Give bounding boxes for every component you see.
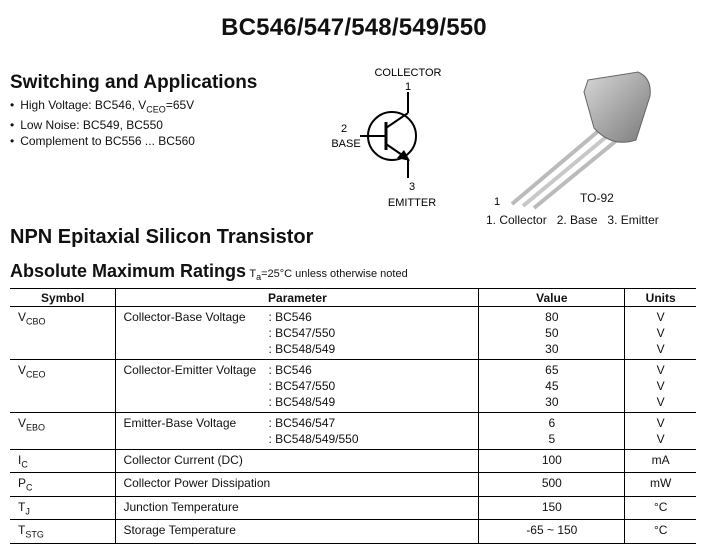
parameter-name: Collector-Base Voltage: [123, 310, 246, 324]
parameter: [116, 497, 478, 517]
units-cell: [625, 496, 696, 519]
device-variant: : BC548/549: [268, 395, 336, 409]
symbol-letter: T: [18, 499, 26, 514]
document-title: BC546/547/548/549/550: [221, 14, 487, 41]
feature-item: [10, 133, 195, 149]
rating-unit: V: [656, 310, 665, 324]
collector-label: COLLECTOR: [374, 67, 442, 79]
device-variant: : BC548/549: [268, 342, 336, 356]
header-value: Value: [479, 289, 625, 307]
feature-text: Low Noise: BC549, BC550: [20, 118, 163, 133]
header-parameter: Parameter: [116, 289, 479, 307]
package-body: [584, 72, 650, 142]
symbol-cell: [10, 450, 116, 473]
feature-text: Complement to BC556 ... BC560: [20, 134, 195, 149]
condition-symbol: T: [249, 268, 257, 280]
table-row: [10, 473, 696, 496]
symbol: [10, 520, 115, 542]
emitter-label: EMITTER: [387, 197, 437, 209]
value-cell: [479, 413, 625, 450]
rating-value: 50: [545, 326, 559, 340]
rating-value: 5: [548, 432, 556, 446]
symbol-letter: I: [18, 453, 22, 467]
rating-value: 65: [545, 363, 559, 377]
device-variant: : BC548/549/550: [268, 432, 359, 446]
device-variant: : BC547/550: [268, 379, 336, 393]
ratings-table: [10, 288, 696, 544]
ratings-header-row: [10, 289, 696, 307]
symbol-letter: V: [18, 416, 27, 430]
symbol: [10, 497, 115, 519]
table-row: [10, 413, 696, 450]
parameter-cell: [116, 307, 479, 360]
rating-unit: V: [656, 342, 665, 356]
feature-item: [10, 117, 195, 133]
units-cell: [625, 413, 696, 450]
device-title: NPN Epitaxial Silicon Transistor: [10, 226, 314, 248]
to92-package-image: [490, 70, 670, 210]
feature-text-suffix: =65V: [165, 98, 195, 112]
header-symbol: Symbol: [10, 289, 116, 307]
table-row: [10, 450, 696, 473]
feature-subscript: CEO: [146, 104, 166, 115]
symbol: [10, 307, 115, 329]
rating-value: 500: [541, 476, 562, 491]
device-variant: : BC546/547: [268, 416, 336, 430]
symbol-cell: [10, 413, 116, 450]
value-cell: [479, 496, 625, 519]
rating-value: 150: [541, 499, 562, 514]
symbol-subscript: CBO: [26, 316, 46, 327]
device-variant: : BC546: [268, 363, 312, 377]
parameter-cell: [116, 496, 479, 519]
emitter-pin: 3: [408, 181, 416, 193]
table-row: [10, 520, 696, 543]
ratings-title: Absolute Maximum Ratings: [10, 261, 247, 281]
symbol-cell: [10, 307, 116, 360]
parameter-name: Junction Temperature: [123, 499, 239, 514]
feature-text: High Voltage: BC546, V: [20, 98, 147, 112]
symbol: [10, 450, 115, 472]
symbol-subscript: CEO: [26, 369, 46, 380]
parameter: [116, 413, 478, 449]
ratings-heading: [10, 261, 408, 282]
feature-item: [10, 97, 195, 117]
parameter: [116, 520, 478, 540]
symbol-cell: [10, 360, 116, 413]
symbol-subscript: STG: [25, 529, 44, 540]
units-cell: [625, 520, 696, 543]
parameter-name: Collector Current (DC): [123, 453, 243, 467]
parameter: [116, 360, 478, 412]
parameter-cell: [116, 360, 479, 413]
rating-value: 45: [545, 379, 559, 393]
table-row: [10, 496, 696, 519]
rating-unit: °C: [653, 523, 668, 538]
device-list: [268, 362, 335, 410]
collector-pin: 1: [404, 81, 412, 93]
device-list: [268, 309, 335, 357]
value-cell: [479, 520, 625, 543]
parameter-cell: [116, 520, 479, 543]
units-cell: [625, 360, 696, 413]
symbol-subscript: C: [21, 459, 28, 470]
symbol-subscript: J: [25, 506, 30, 517]
package-name: TO-92: [580, 191, 614, 205]
rating-value: 100: [541, 453, 562, 467]
rating-unit: °C: [653, 499, 668, 514]
rating-unit: V: [656, 416, 665, 430]
collector-lead: [386, 113, 408, 128]
rating-unit: V: [656, 379, 665, 393]
symbol-letter: P: [18, 476, 27, 491]
rating-value: 30: [545, 395, 559, 409]
base-label: BASE: [331, 138, 361, 150]
value-cell: [479, 450, 625, 473]
symbol-letter: V: [18, 310, 27, 324]
value-cell: [479, 473, 625, 496]
parameter-name: Storage Temperature: [123, 523, 236, 538]
table-row: [10, 360, 696, 413]
rating-unit: V: [656, 395, 665, 409]
ratings-condition: [249, 268, 408, 283]
symbol-cell: [10, 473, 116, 496]
value-cell: [479, 307, 625, 360]
parameter-name: Collector-Emitter Voltage: [123, 363, 257, 377]
rating-unit: V: [656, 432, 665, 446]
parameter: [116, 450, 478, 470]
parameter-name: Collector Power Dissipation: [123, 476, 271, 491]
symbol-cell: [10, 496, 116, 519]
npn-symbol-diagram: [330, 60, 460, 212]
rating-value: -65 ~ 150: [526, 523, 578, 538]
parameter-name: Emitter-Base Voltage: [123, 416, 237, 430]
rating-unit: mW: [650, 476, 672, 491]
units-cell: [625, 450, 696, 473]
header-units: Units: [625, 289, 696, 307]
parameter-cell: [116, 413, 479, 450]
units-cell: [625, 473, 696, 496]
value-cell: [479, 360, 625, 413]
symbol: [10, 360, 115, 382]
base-pin: 2: [340, 123, 348, 135]
device-list: [268, 415, 358, 447]
package-pin-one: 1: [494, 196, 501, 208]
symbol-letter: V: [18, 363, 27, 377]
device-variant: : BC546: [268, 310, 312, 324]
rating-value: 6: [548, 416, 556, 430]
table-row: [10, 307, 696, 360]
rating-unit: mA: [651, 453, 670, 467]
features-heading: Switching and Applications: [10, 72, 258, 93]
parameter-cell: [116, 450, 479, 473]
condition-subscript: a: [256, 272, 262, 283]
rating-unit: V: [656, 363, 665, 377]
symbol-subscript: EBO: [26, 422, 46, 433]
symbol-subscript: C: [26, 482, 33, 493]
parameter-cell: [116, 473, 479, 496]
units-cell: [625, 307, 696, 360]
rating-unit: V: [656, 326, 665, 340]
rating-value: 30: [545, 342, 559, 356]
condition-text: =25°C unless otherwise noted: [261, 268, 408, 280]
package-pin-list: 1. Collector 2. Base 3. Emitter: [486, 213, 659, 227]
parameter: [116, 307, 478, 359]
symbol: [10, 413, 115, 435]
symbol: [10, 473, 115, 495]
symbol-letter: T: [18, 523, 26, 538]
device-variant: : BC547/550: [268, 326, 336, 340]
parameter: [116, 473, 478, 493]
features-list: [10, 97, 195, 149]
rating-value: 80: [545, 310, 559, 324]
symbol-cell: [10, 520, 116, 543]
